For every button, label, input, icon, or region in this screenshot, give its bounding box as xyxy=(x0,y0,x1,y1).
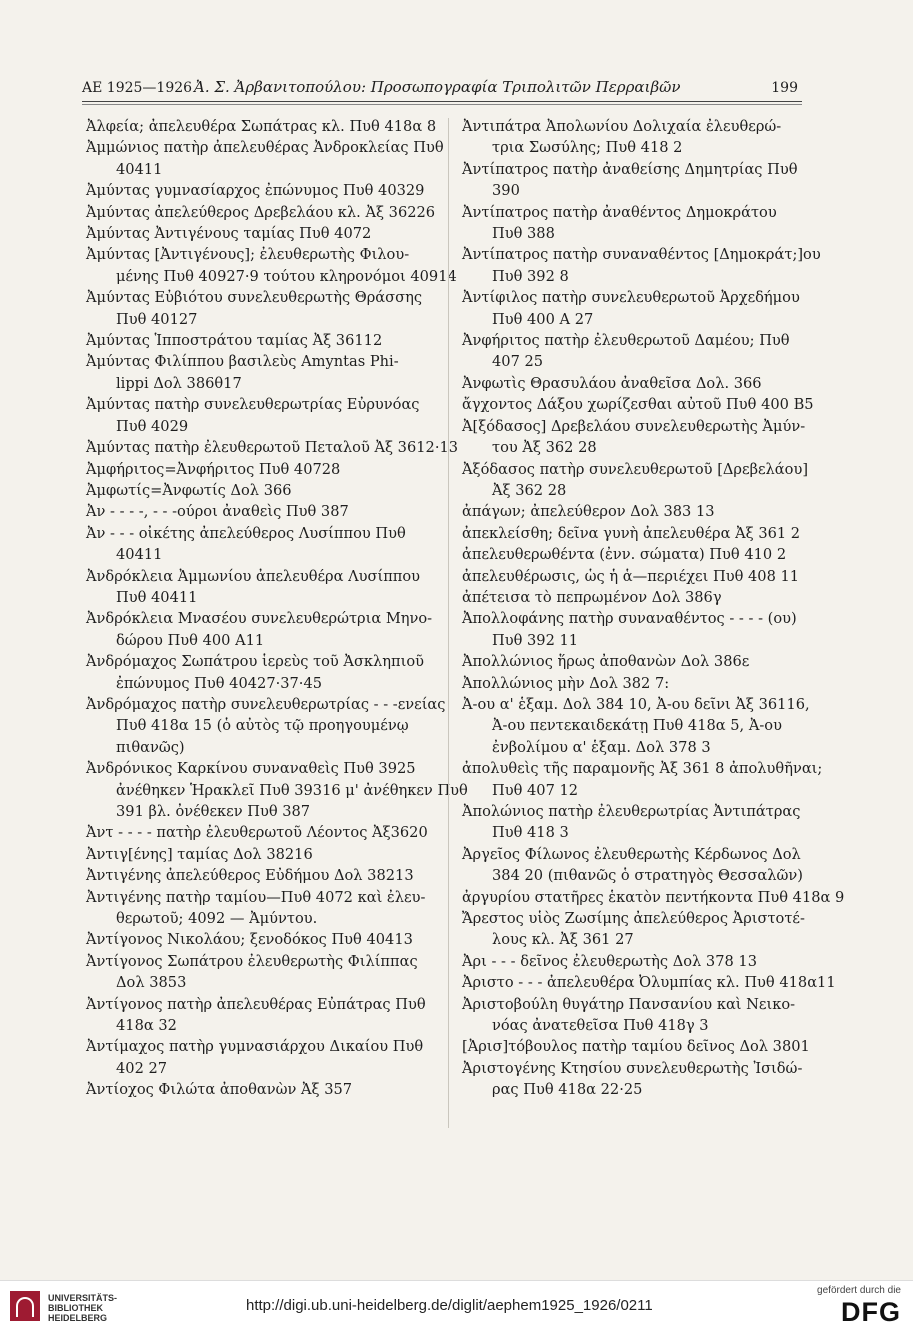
entry-headline: Ἀπολλώνιος μὴν Δολ 382 7: xyxy=(462,674,670,692)
entry-headline: Ἀ[ξόδασος] Δρεβελάου συνελευθερωτὴς Ἀμύν- xyxy=(462,417,806,435)
entry-headline: Ἀπολλοφάνης πατὴρ συναναθέντος - - - - (ου) xyxy=(462,610,797,628)
entry-continuation: Πυθ 418α 15 (ὁ αὐτὸς τῷ προηγουμένῳ xyxy=(116,717,409,735)
entry-headline: Ἀνφήριτος πατὴρ ἐλευθερωτοῦ Δαμέου; Πυθ xyxy=(462,332,790,350)
entry-headline: Ἀριστοβούλη θυγάτηρ Πανσανίου καὶ Νεικο- xyxy=(462,995,796,1013)
index-entry xyxy=(86,822,426,843)
right-column xyxy=(462,116,845,1101)
index-entry xyxy=(86,608,433,651)
entry-headline: Ἀμύντας Φιλίππου βασιλεὺς Amyntas Phi- xyxy=(86,353,399,371)
entry-continuation: Πυθ 392 11 xyxy=(492,631,579,649)
entry-continuation: νόας ἀνατεθεῖσα Πυθ 418γ 3 xyxy=(492,1017,709,1035)
entry-continuation: Πυθ 418 3 xyxy=(492,824,569,842)
index-entry xyxy=(86,180,426,201)
index-entry xyxy=(462,972,836,993)
index-entry xyxy=(86,501,426,522)
entry-continuation: Ἀ-ου α' ἑξαμ. Δολ 384 10, Ἀ-ου δεῖνι Ἀξ 36116, xyxy=(462,695,810,713)
entry-continuation: Πυθ 388 xyxy=(492,225,555,243)
entry-continuation: Ἀξ 362 28 xyxy=(492,481,567,499)
entry-headline: Ἀξόδασος πατὴρ συνελευθερωτοῦ [Δρεβελάου] xyxy=(462,460,809,478)
index-entry xyxy=(86,223,426,244)
entry-headline: Ἀντιγένης πατὴρ ταμίου—Πυθ 4072 καὶ ἐλευ- xyxy=(86,888,426,906)
index-entry xyxy=(86,287,426,330)
column-divider xyxy=(448,118,449,1128)
entry-continuation: ἀπελευθερωθέντα (ἐνν. σώματα) Πυθ 410 2 xyxy=(462,546,787,564)
journal-volume: ΑΕ 1925—1926 xyxy=(82,80,193,96)
entry-headline: Ἀντιγ[ένης] ταμίας Δολ 38216 xyxy=(86,845,313,863)
entry-continuation: θερωτοῦ; 4092 — Ἀμύντου. xyxy=(116,910,318,928)
entry-continuation: δώρου Πυθ 400 Α11 xyxy=(116,631,265,649)
entry-headline: Ἀμύντας πατὴρ ἐλευθερωτοῦ Πεταλοῦ Ἀξ 3612·13 xyxy=(86,439,459,457)
index-entry xyxy=(86,116,437,137)
entry-continuation: ἐνβολίμου α' ἑξαμ. Δολ 378 3 xyxy=(492,738,711,756)
entry-headline: Ἀνδρόμαχος Σωπάτρου ἱερεὺς τοῦ Ἀσκληπιοῦ xyxy=(86,653,425,671)
entry-headline: Ἀμύντας Εὐβιότου συνελευθερωτὴς Θράσσης xyxy=(86,289,422,307)
entry-continuation: ἀργυρίου στατῆρες ἑκατὸν πεντήκοντα Πυθ 418α 9 xyxy=(462,888,845,906)
entry-headline: Ἀμύντας γυμνασίαρχος ἐπώνυμος Πυθ 40329 xyxy=(86,182,425,200)
index-entry xyxy=(462,1058,802,1101)
digitization-url-link[interactable]: http://digi.ub.uni-heidelberg.de/diglit/aephem1925_1926/0211 xyxy=(246,1297,653,1314)
left-column xyxy=(86,116,468,1101)
entry-continuation: Πυθ 407 12 xyxy=(492,781,579,799)
index-entry xyxy=(462,1036,810,1057)
entry-continuation: 390 xyxy=(492,182,520,200)
entry-continuation: ἀπολυθεὶς τῆς παραμονῆς Ἀξ 361 8 ἀπολυθῆναι; xyxy=(462,760,823,778)
index-entry xyxy=(86,459,426,480)
entry-headline: Ἀντιγένης ἀπελεύθερος Εὐδήμου Δολ 38213 xyxy=(86,867,414,885)
entry-headline: Ἀντίφιλος πατὴρ συνελευθερωτοῦ Ἀρχεδήμου xyxy=(462,289,800,307)
entry-continuation: ἐπώνυμος Πυθ 40427·37·45 xyxy=(116,674,323,692)
index-entry xyxy=(462,202,802,245)
index-entry xyxy=(462,951,802,972)
index-entry xyxy=(86,887,426,930)
entry-headline: Ἀνδρόνικος Καρκίνου συναναθεὶς Πυθ 3925 xyxy=(86,760,416,778)
index-entry xyxy=(462,244,821,287)
entry-continuation: Ἀ-ου πεντεκαιδεκάτῃ Πυθ 418α 5, Ἀ-ου xyxy=(492,717,782,735)
running-header xyxy=(82,78,802,102)
index-entry xyxy=(462,287,802,330)
index-entry xyxy=(462,801,802,844)
entry-continuation: 40411 xyxy=(116,546,163,564)
entry-headline: Ἀντίπατρος πατὴρ ἀναθέντος Δημοκράτου xyxy=(462,203,777,221)
entry-headline: Ἀπολλώνιος ἥρως ἀποθανὼν Δολ 386ε xyxy=(462,653,750,671)
entry-continuation: Πυθ 40127 xyxy=(116,310,198,328)
entry-headline: Ἀντίπατρος πατὴρ συναναθέντος [Δημοκράτ;]ου xyxy=(462,246,821,264)
index-entry xyxy=(86,480,426,501)
entry-headline: Ἀμύντας ἀπελεύθερος Δρεβελάου κλ. Ἀξ 36226 xyxy=(86,203,436,221)
index-entry xyxy=(462,116,802,159)
entry-continuation: πιθανῶς) xyxy=(116,738,185,756)
index-entry xyxy=(86,330,426,351)
index-entry xyxy=(86,865,426,886)
entry-continuation: Πυθ 400 Α 27 xyxy=(492,310,594,328)
index-entry xyxy=(462,908,805,951)
entry-continuation: Πυθ 392 8 xyxy=(492,267,569,285)
entry-continuation: Πυθ 4029 xyxy=(116,417,189,435)
entry-headline: Ἀντίγονος Νικολάου; ξενοδόκος Πυθ 40413 xyxy=(86,931,413,949)
entry-headline: Ἀμύντας Ἀντιγένους ταμίας Πυθ 4072 xyxy=(86,225,372,243)
entry-headline: Ἀνδρόκλεια Ἀμμωνίου ἀπελευθέρα Λυσίππου xyxy=(86,567,421,585)
entry-headline: Ἄρεστος υἱὸς Ζωσίμης ἀπελεύθερος Ἀριστοτέ- xyxy=(462,910,805,928)
index-entry xyxy=(86,994,426,1037)
index-entry xyxy=(86,202,436,223)
entry-headline: Ἀμύντας Ἱπποστράτου ταμίας Ἀξ 36112 xyxy=(86,332,383,350)
entry-continuation: μένης Πυθ 40927·9 τούτου κληρονόμοι 40914 xyxy=(116,267,457,285)
page-number: 199 xyxy=(771,80,798,96)
funding-note: gefördert durch die xyxy=(817,1285,901,1296)
entry-headline: Ἀντ - - - - πατὴρ ἐλευθερωτοῦ Λέοντος Ἀξ3620 xyxy=(86,824,428,842)
footer-bar xyxy=(0,1280,913,1329)
index-entry xyxy=(86,951,426,994)
entry-headline: Ἀρι - - - δεῖνος ἐλευθερωτὴς Δολ 378 13 xyxy=(462,952,757,970)
entry-continuation: λους κλ. Ἀξ 361 27 xyxy=(492,931,634,949)
index-entry xyxy=(462,994,802,1037)
index-entry xyxy=(462,373,814,416)
entry-headline: Ἀνφωτὶς Θρασυλάου ἀναθεῖσα Δολ. 366 xyxy=(462,374,762,392)
entry-continuation: ἀπελευθέρωσις, ὡς ἡ ἁ—περιέχει Πυθ 408 11 xyxy=(462,567,800,585)
entry-headline: Ἀντίγονος πατὴρ ἀπελευθέρας Εὐπάτρας Πυθ xyxy=(86,995,426,1013)
dfg-logo: DFG xyxy=(841,1297,901,1327)
entry-continuation: ἀπέτεισα τὸ πεπρωμένον Δολ 386γ xyxy=(462,588,722,606)
entry-continuation: 384 20 (πιθανῶς ὁ στρατηγὸς Θεσσαλῶν) xyxy=(492,867,803,885)
university-library-name: UNIVERSITÄTS- BIBLIOTHEK HEIDELBERG xyxy=(48,1293,118,1323)
entry-headline: Ἀπολώνιος πατὴρ ἐλευθερωτρίας Ἀντιπάτρας xyxy=(462,803,801,820)
entry-headline: Ἀντίπατρος πατὴρ ἀναθείσης Δημητρίας Πυθ xyxy=(462,160,798,178)
entry-headline: Ἀνδρόμαχος πατὴρ συνελευθερωτρίας - - -ενείας xyxy=(86,695,446,713)
entry-continuation: Δολ 3853 xyxy=(116,974,187,992)
entry-headline: Ἀμμώνιος πατὴρ ἀπελευθέρας Ἀνδροκλείας Πυθ xyxy=(86,139,444,157)
entry-continuation: ἀπάγων; ἀπελεύθερον Δολ 383 13 xyxy=(462,503,715,521)
index-entry xyxy=(86,244,457,287)
index-entry xyxy=(86,651,426,694)
index-entry xyxy=(462,416,806,459)
entry-headline: Ἀντίμαχος πατὴρ γυμνασιάρχου Δικαίου Πυθ xyxy=(86,1038,424,1056)
index-entry xyxy=(462,651,802,672)
index-entry xyxy=(86,1079,426,1100)
index-entry xyxy=(86,437,459,458)
running-title: Ἀ. Σ. Ἀρβανιτοπούλου: Προσωπογραφία Τριπολιτῶν Περραιβῶν xyxy=(194,78,681,96)
entry-headline: Ἀν - - - οἰκέτης ἀπελεύθερος Λυσίππου Πυθ xyxy=(86,524,406,542)
index-entry xyxy=(86,137,444,180)
entry-headline: Ἀν - - - -, - - -ούροι ἀναθεὶς Πυθ 387 xyxy=(86,503,349,521)
entry-continuation: ρας Πυθ 418α 22·25 xyxy=(492,1081,643,1099)
entry-headline: Ἀμύντας πατὴρ συνελευθερωτρίας Εὐρυνόας xyxy=(86,396,420,414)
university-library-logo-icon xyxy=(10,1291,40,1321)
entry-continuation: Πυθ 40411 xyxy=(116,588,198,606)
entry-headline: Ἀντιπάτρα Ἀπολωνίου Δολιχαία ἐλευθερώ- xyxy=(462,118,782,135)
entry-headline: Ἀριστογένης Κτησίου συνελευθερωτὴς Ἰσιδώ- xyxy=(462,1059,803,1077)
index-entry xyxy=(86,394,426,437)
index-entry xyxy=(86,929,426,950)
entry-headline: Ἀριστο - - - ἀπελευθέρα Ὀλυμπίας κλ. Πυθ 418α11 xyxy=(462,974,836,992)
entry-headline: Ἀντίοχος Φιλώτα ἀποθανὼν Ἀξ 357 xyxy=(86,1081,353,1099)
index-entry xyxy=(86,694,446,758)
entry-continuation: 391 βλ. ὀνέθεκεν Πυθ 387 xyxy=(116,803,311,820)
entry-continuation: lippi Δολ 386θ17 xyxy=(116,374,242,392)
entry-headline: Ἀνδρόκλεια Μνασέου συνελευθερώτρια Μηνο- xyxy=(86,610,433,628)
index-entry xyxy=(86,758,468,822)
entry-headline: Ἀργεῖος Φίλωνος ἐλευθερωτὴς Κέρδωνος Δολ xyxy=(462,845,801,863)
index-entry xyxy=(462,673,823,801)
index-entry xyxy=(86,844,426,865)
entry-headline: Ἀμφήριτος=Ἀνφήριτος Πυθ 40728 xyxy=(86,460,341,478)
entry-continuation: 402 27 xyxy=(116,1059,168,1077)
index-entry xyxy=(86,566,426,609)
entry-continuation: τρια Σωσύλης; Πυθ 418 2 xyxy=(492,139,683,157)
index-entry xyxy=(462,159,802,202)
entry-continuation: 407 25 xyxy=(492,353,544,371)
entry-continuation: ἀνέθηκεν Ἡρακλεῖ Πυθ 39316 μ' ἀνέθηκεν Πυθ xyxy=(116,781,468,799)
index-entry xyxy=(462,330,802,373)
entry-headline: [Ἀρισ]τόβουλος πατὴρ ταμίου δεῖνος Δολ 3801 xyxy=(462,1038,810,1056)
entry-continuation: του Ἀξ 362 28 xyxy=(492,439,597,457)
index-entry xyxy=(462,459,809,609)
entry-continuation: 40411 xyxy=(116,160,163,178)
index-entry xyxy=(86,351,426,394)
index-entry xyxy=(462,608,802,651)
entry-headline: Ἀλφεία; ἀπελευθέρα Σωπάτρας κλ. Πυθ 418α 8 xyxy=(86,118,437,135)
entry-continuation: ἀπεκλείσθη; δεῖνα γυνὴ ἀπελευθέρα Ἀξ 361 2 xyxy=(462,524,801,542)
index-entry xyxy=(462,844,845,908)
entry-continuation: 418α 32 xyxy=(116,1017,177,1035)
entry-headline: Ἀμφωτίς=Ἀνφωτίς Δολ 366 xyxy=(86,481,292,499)
index-entry xyxy=(86,523,426,566)
header-rule xyxy=(82,101,802,102)
entry-headline: Ἀντίγονος Σωπάτρου ἐλευθερωτὴς Φιλίππας xyxy=(86,952,418,970)
index-entry xyxy=(86,1036,426,1079)
entry-continuation: ἄγχοντος Δάξου χωρίζεσθαι αὐτοῦ Πυθ 400 Β5 xyxy=(462,396,814,414)
entry-headline: Ἀμύντας [Ἀντιγένους]; ἐλευθερωτὴς Φιλου- xyxy=(86,246,410,264)
header-rule-secondary xyxy=(82,104,802,105)
